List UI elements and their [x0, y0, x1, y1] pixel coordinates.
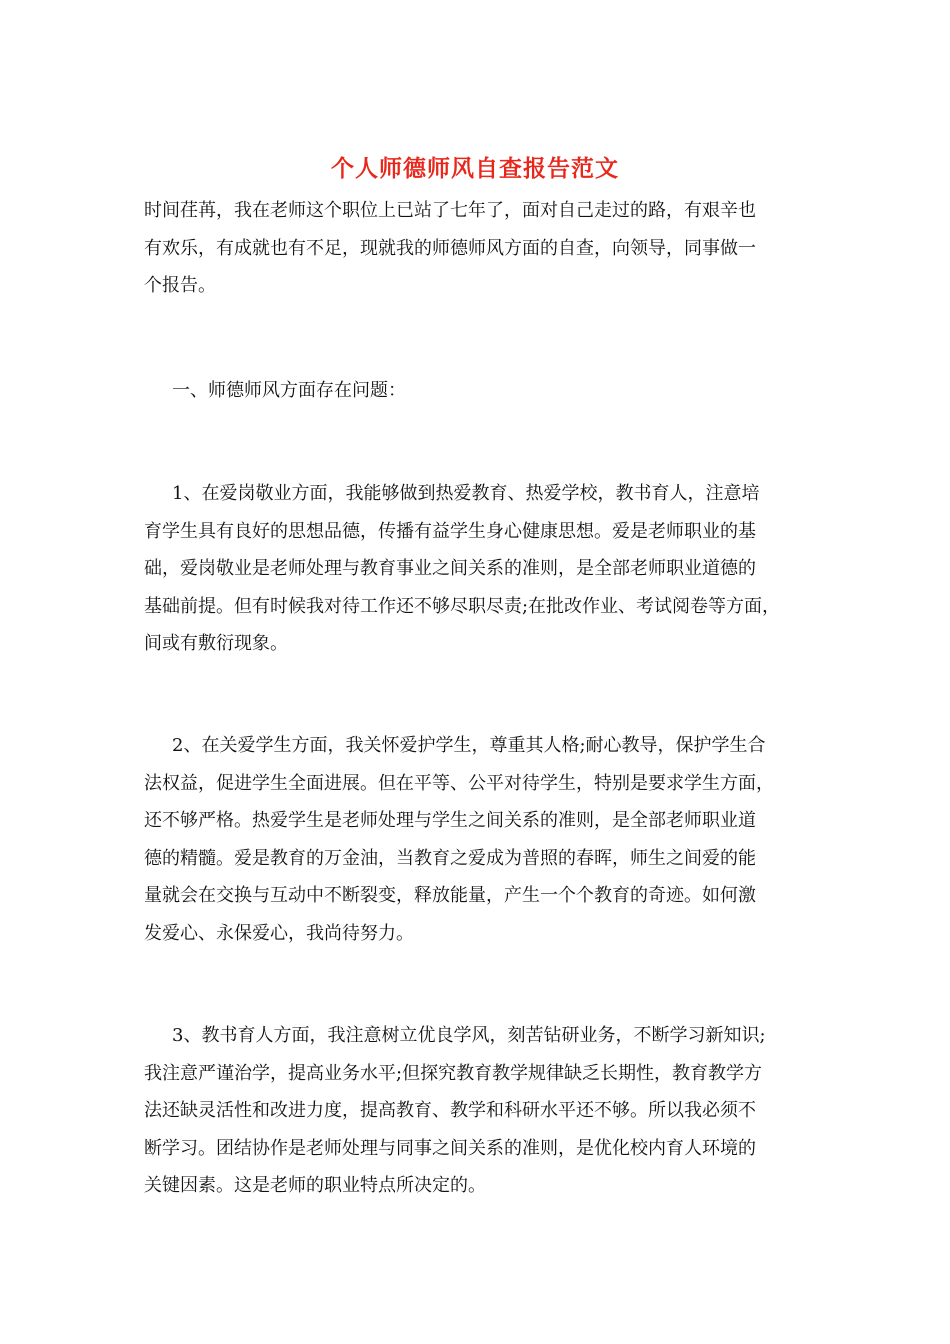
section-heading	[144, 372, 812, 410]
item-3-line: 断学习。团结协作是老师处理与同事之间关系的准则，是优化校内育人环境的	[144, 1137, 756, 1159]
intro-paragraph	[144, 192, 812, 305]
item-1-line: 础，爱岗敬业是老师处理与教育事业之间关系的准则，是全部老师职业道德的	[144, 558, 756, 579]
item-1-line: 基础前提。但有时候我对待工作还不够尽职尽责;在批改作业、考试阅卷等方面，	[144, 595, 781, 617]
section-heading-text: 一、师德师风方面存在问题：	[172, 380, 406, 401]
item-3-line: 我注意严谨治学，提高业务水平;但探究教育教学规律缺乏长期性，教育教学方	[144, 1062, 763, 1084]
item-3-line: 法还缺灵活性和改进力度，提高教育、教学和科研水平还不够。所以我必须不	[144, 1100, 756, 1121]
item-2-line: 还不够严格。热爱学生是老师处理与学生之间关系的准则，是全部老师职业道	[144, 810, 756, 831]
item-1-line: 间或有敷衍现象。	[144, 633, 288, 654]
item-2-line: 2、在关爱学生方面，我关怀爱护学生，尊重其人格;耐心教导，保护学生合	[172, 735, 766, 756]
item-2-paragraph	[144, 727, 812, 952]
item-1-line: 育学生具有良好的思想品德，传播有益学生身心健康思想。爱是老师职业的基	[144, 520, 756, 542]
item-1-line: 1、在爱岗敬业方面，我能够做到热爱教育、热爱学校，教书育人，注意培	[172, 483, 760, 504]
item-1-paragraph	[144, 475, 812, 663]
item-3-line: 3、教书育人方面，我注意树立优良学风，刻苦钻研业务，不断学习新知识;	[172, 1025, 766, 1046]
intro-line: 有欢乐，有成就也有不足，现就我的师德师风方面的自查，向领导，同事做一	[144, 237, 756, 259]
item-3-paragraph	[144, 1017, 812, 1205]
item-3-line: 关键因素。这是老师的职业特点所决定的。	[144, 1175, 486, 1196]
document-title: 个人师德师风自查报告范文	[331, 155, 619, 182]
item-2-line: 发爱心、永保爱心，我尚待努力。	[144, 922, 414, 944]
intro-line: 个报告。	[144, 275, 216, 296]
intro-line: 时间荏苒，我在老师这个职位上已站了七年了，面对自己走过的路，有艰辛也	[144, 200, 756, 221]
item-2-line: 德的精髓。爱是教育的万金油，当教育之爱成为普照的春晖，师生之间爱的能	[144, 847, 756, 869]
item-2-line: 法权益，促进学生全面进展。但在平等、公平对待学生，特别是要求学生方面，	[144, 772, 774, 794]
item-2-line: 量就会在交换与互动中不断裂变，释放能量，产生一个个教育的奇迹。如何激	[144, 885, 756, 906]
